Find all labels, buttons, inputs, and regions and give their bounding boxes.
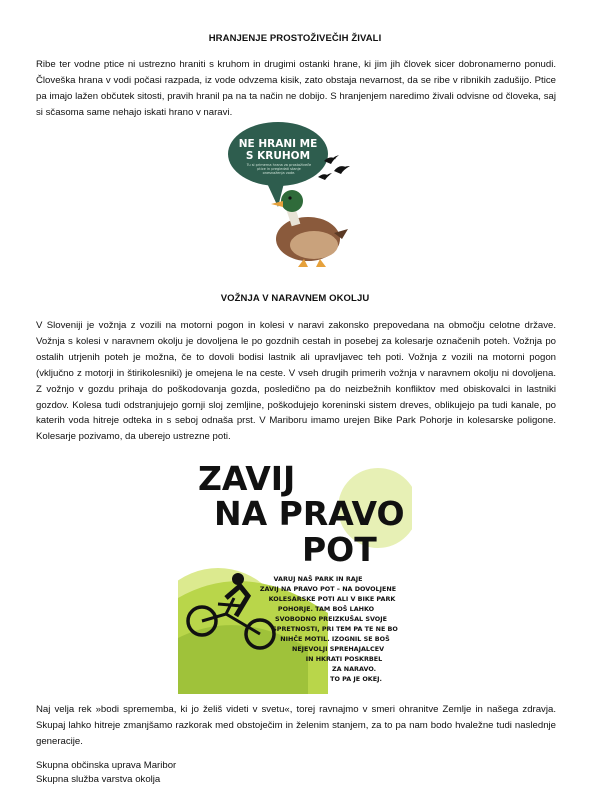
poster-line: NIHČE MOTIL. IZOGNIL SE BOŠ: [280, 635, 390, 643]
signature-line-2: Skupna služba varstva okolja: [36, 774, 161, 785]
section-heading-driving: VOŽNJA V NARAVNEM OKOLJU: [220, 293, 370, 304]
poster-line: TO PA JE OKEJ.: [330, 675, 382, 683]
poster-line: VARUJ NAŠ PARK IN RAJE: [273, 575, 363, 583]
poster-title-2: NA PRAVO: [214, 494, 405, 533]
poster-line: NEJEVOLJI SPREHAJALCEV: [291, 645, 385, 653]
paragraph-driving: V Sloveniji je vožnja z vozili na motorni pogon in kolesi v naravi zakonsko prepovedana na območju celotne države. Vožnja s kolesi v naravnem okolju je dovoljena le po gozdnih cestah in posebej za kolesarje označenih poteh. Vožnja po ostalih utrjenih poteh je možna, če to dovoli bodisi lastnik ali upravljavec teh poti. Vožnja z vozili na motorni pogon (vključno z motorji in štirikolesniki) je omejena le na ceste. V vseh drugih primerih vožnja v naravnem okolju ni dovoljena. Z vožnjo v gozdu prihaja do poškodovanja gozda, posledično pa do neizbežnih konfliktov med obiskovalci in lastniki gozdov. Kolesa tudi odstranjujejo gornji sloj zemljine, poškodujejo koreninski sistem dreves, oblikujejo pa tudi kanale, po katerih voda hitreje odteka in s seboj odnaša prst. V Mariboru imamo urejen Bike Park Pohorje in kolesarske poligone. Kolesarje pozivamo, da uberejo ustrezne poti.: [36, 320, 556, 443]
paragraph-closing: Naj velja rek »bodi sprememba, ki jo želiš videti v svetu«, torej ravnajmo v smeri ohranitve Zemlje in našega zdravja. Skupaj lahko hitreje zmanjšamo razkorak med obstoječim in želenim stanjem, za to pa nam bodo hvaležne tudi naslednje generacije.: [36, 704, 556, 747]
poster-title-1: ZAVIJ: [198, 459, 296, 498]
duck-illustration: [226, 121, 352, 271]
bubble-line-1: NE HRANI ME: [238, 138, 318, 150]
poster-line: KOLESARSKE POTI ALI V BIKE PARK: [268, 595, 396, 603]
poster-line: SPRETNOSTI, PRI TEM PA TE NE BO: [272, 625, 398, 633]
poster-line: ZA NARAVO.: [331, 665, 377, 673]
section-heading-feeding: HRANJENJE PROSTOŽIVEČIH ŽIVALI: [208, 33, 382, 44]
poster-image: [178, 448, 412, 694]
poster-line: IN HKRATI POSKRBEL: [305, 655, 383, 663]
bubble-line-2: S KRUHOM: [245, 150, 311, 162]
poster-line: POHORJE. TAM BOŠ LAHKO: [277, 605, 375, 613]
bubble-small-text: Tu si primerna hrana za prostoživeče ptice in pregledati stanje onesnaženja vode.: [246, 163, 312, 176]
poster-line: ZAVIJ NA PRAVO POT – NA DOVOLJENE: [259, 585, 397, 593]
poster-title-3: POT: [302, 530, 377, 569]
paragraph-feeding: Ribe ter vodne ptice ni ustrezno hraniti s kruhom in drugimi ostanki hrane, ki jim jih človek sicer dobronamerno ponudi. Človeška hrana v vodi počasi razpada, iz vode odvzema kisik, zato obstaja nevarnost, da se ribe v ribnikih zadušijo. Ptice pa imajo lažen občutek sitosti, pravih hranil pa na ta način ne dobijo. S hranjenjem naredimo živali odvisne od človeka, saj si sčasoma same nehajo iskati hrano v naravi.: [36, 59, 556, 118]
poster-line: SVOBODNO PREIZKUŠAL SVOJE: [275, 615, 387, 623]
signature-line-1: Skupna občinska uprava Maribor: [36, 760, 177, 771]
